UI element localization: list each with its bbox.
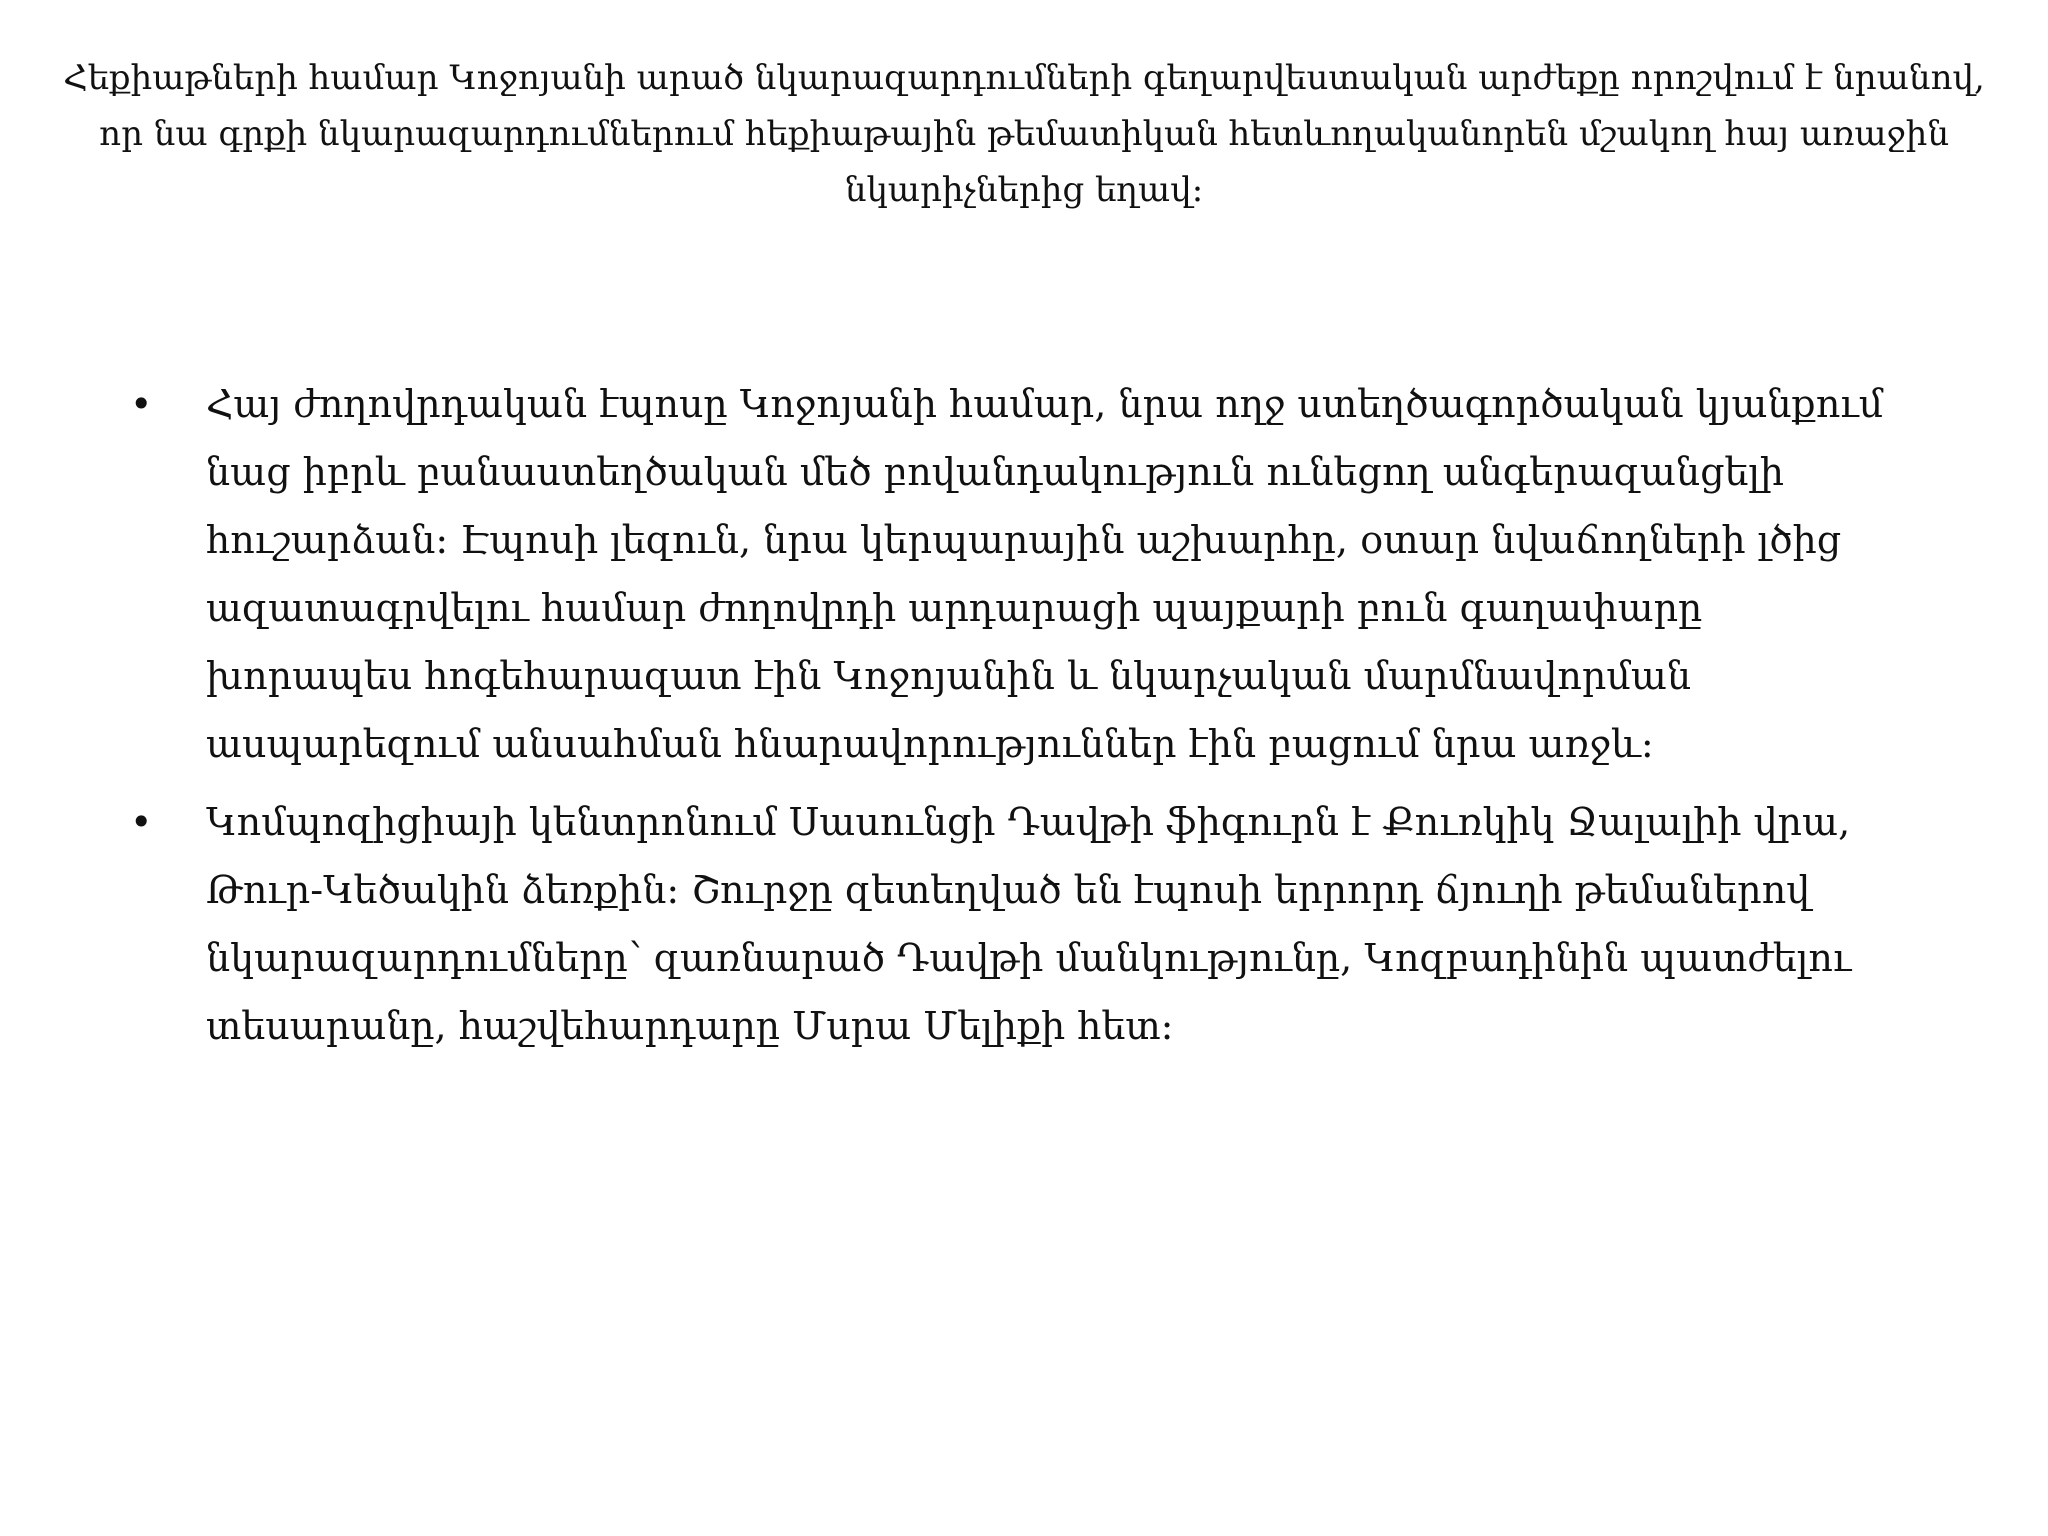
bullet-list [120,370,1910,1070]
bullet-dot-icon: • [130,382,153,426]
bullet-item [120,370,1910,778]
slide-intro-text: Հեքիաթների համար Կոջոյանի արած նկարազարդումների գեղարվեստական արժեքը որոշվում է նրանով, որ նա գրքի նկարազարդումներում հեքիաթային թեմատիկան հետևողականորեն մշակող հայ առաջին նկարիչներից եղավ: [63,58,1985,210]
bullet-text: Կոմպոզիցիայի կենտրոնում Սասունցի Դավթի ֆիգուրն է Քուռկիկ Ջալալիի վրա, Թուր-Կեծակին ձեռքին: Շուրջը զետեղված են էպոսի երրորդ ճյուղի թեմաներով նկարազարդումները՝ զառնարած Դավթի մանկությունը, Կոզբադինին պատժելու տեսարանը, հաշվեհարդարը Մսրա Մելիքի հետ: [206,800,1852,1048]
bullet-text: Հայ ժողովրդական էպոսը Կոջոյանի համար, նրա ողջ ստեղծագործական կյանքում նաց իբրև բանաստեղծական մեծ բովանդակություն ունեցող անգերազանցելի հուշարձան: Էպոսի լեզուն, նրա կերպարային աշխարհը, օտար նվաճողների լծից ազատագրվելու համար ժողովրդի արդարացի պայքարի բուն գաղափարը խորապես հոգեհարազատ էին Կոջոյանին և նկարչական մարմնավորման ասպարեզում անսահման հնարավորություններ էին բացում նրա առջև: [206,382,1884,766]
bullet-item [120,788,1910,1060]
bullet-dot-icon: • [130,800,153,844]
